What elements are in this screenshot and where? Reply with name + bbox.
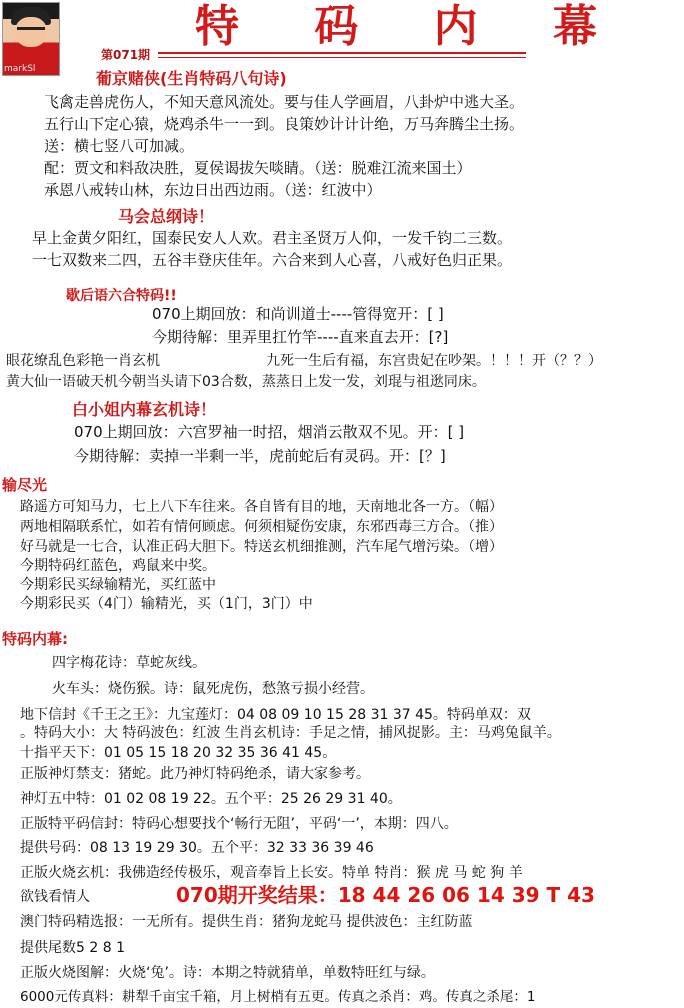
text-line: 正版神灯禁支：猪蛇。此乃神灯特码绝杀，请大家参考。 xyxy=(20,766,370,782)
text-line: 地下信封《千王之王》：九宝莲灯：04 08 09 10 15 28 31 37 45。特码单双：双 xyxy=(20,707,531,723)
riddle-line: 今期待解：卖掉一半剩一半，虎前蛇后有灵码。开：[？] xyxy=(74,447,446,465)
page-title: 特 码 内 幕 xyxy=(195,1,627,52)
text-line: 6000元传真料：耕犁千亩宝千箱，月上树梢有五更。传真之杀肖：鸡。传真之杀尾：1 xyxy=(20,989,536,1005)
text-line: 正版特平码信封：特码心想要找个‘畅行无阻’，平码‘一’，本期：四八。 xyxy=(20,816,458,832)
riddle-line: 070上期回放：和尚训道士----管得宽开：[ ] xyxy=(152,305,444,323)
text-line: 欲钱看情人 xyxy=(20,889,90,905)
riddle-line: 070上期回放：六宫罗袖一时招，烟消云散双不见。开：[ ] xyxy=(74,423,465,441)
riddle-line: 今期待解：里弄里扛竹竿----直来直去开：[?] xyxy=(152,328,449,346)
avatar-watermark: markSl xyxy=(4,64,36,74)
section-heading-xiehouyu: 歇后语六合特码!! xyxy=(66,288,177,304)
text-line: 十指平天下：01 05 15 18 20 32 35 36 41 45。 xyxy=(20,745,337,761)
text-line: 正版火烧图解：火烧‘兔’。诗：本期之特就猜单，单数特旺红与绿。 xyxy=(20,965,435,981)
text-line: 。特码大小：大 特码波色：红波 生肖玄机诗：手足之情，捕风捉影。主：马鸡兔鼠羊。 xyxy=(20,725,561,741)
poem-line: 飞禽走兽虎伤人，不知天意风流处。要与佳人学画眉，八卦炉中逃大圣。 xyxy=(44,93,525,111)
section-heading-shujinguang: 输尽光 xyxy=(2,476,48,494)
section-heading-temaneimu: 特码内幕: xyxy=(2,630,68,648)
hint-line: 黄大仙一语破天机今朝当头请下03合数，蒸蒸日上发一发，刘琨与祖逖同床。 xyxy=(6,374,486,390)
text-line: 神灯五中特：01 02 08 19 22。五个平：25 26 29 31 40。 xyxy=(20,791,402,807)
text-line: 今期彩民买（4门）输精光，买（1门，3门）中 xyxy=(20,596,313,612)
poem-line: 送：横七竖八可加减。 xyxy=(44,137,195,155)
text-line: 火车头：烧伤猴。诗：鼠死虎伤，愁煞亏损小经营。 xyxy=(52,681,374,697)
poem-line: 配：贾文和料敌决胜，夏侯谒拔矢啖睛。（送：脱难江流来国土） xyxy=(44,159,472,177)
title-divider xyxy=(158,52,526,54)
text-line: 正版火烧玄机：我佛造经传极乐，观音奉旨上长安。特单 特肖：猴 虎 马 蛇 狗 羊 xyxy=(20,865,523,881)
text-line: 路遥方可知马力，七上八下车往来。各自皆有目的地，天南地北各一方。（幅） xyxy=(20,499,503,515)
issue-number: 第071期 xyxy=(101,48,151,62)
poem-line: 早上金黄夕阳红，国泰民安人人欢。君主圣贤万人仰，一发千钧二三数。 xyxy=(32,229,513,247)
poem-line: 五行山下定心猿，烧鸡杀牛一一到。良策妙计计计绝，万马奔腾尘土扬。 xyxy=(44,115,525,133)
draw-result: 070期开奖结果：18 44 26 06 14 39 T 43 xyxy=(176,883,595,907)
text-line: 今期特码红蓝色，鸡鼠来中奖。 xyxy=(20,558,216,574)
text-line: 四字梅花诗：草蛇灰线。 xyxy=(52,655,206,671)
hint-line: 九死一生后有福，东宫贵妃在吵架。！！！开（？？） xyxy=(266,353,602,369)
text-line: 好马就是一七合，认准正码大胆下。特送玄机细推测，汽车尾气增污染。（增） xyxy=(20,539,503,555)
text-line: 澳门特码精选报：一无所有。提供生肖：猪狗龙蛇马 提供波色：主红防蓝 xyxy=(20,914,473,930)
avatar xyxy=(2,2,60,76)
title-divider-thin xyxy=(158,57,526,58)
poem-line: 承恩八戒转山林，东边日出西边雨。（送：红波中） xyxy=(44,181,382,199)
section-heading-baixiaojie: 白小姐内幕玄机诗！ xyxy=(72,400,217,419)
text-line: 两地相隔联系忙，如若有情何顾虑。何须相疑伤安康，东邪西毒三方合。（推） xyxy=(20,519,503,535)
poem-line: 一七双数来二四，五谷丰登庆佳年。六合来到人心喜，八戒好色归正果。 xyxy=(32,251,513,269)
section-heading-mahui: 马会总纲诗！ xyxy=(118,207,215,226)
section-heading-pujing: 葡京赌侠(生肖特码八句诗) xyxy=(96,69,287,88)
text-line: 今期彩民买绿输精光，买红蓝中 xyxy=(20,577,216,593)
text-line: 提供尾数5 2 8 1 xyxy=(20,940,125,956)
hint-line: 眼花缭乱色彩艳一肖玄机 xyxy=(6,353,160,369)
text-line: 提供号码：08 13 19 29 30。五个平：32 33 36 39 46 xyxy=(20,840,374,856)
